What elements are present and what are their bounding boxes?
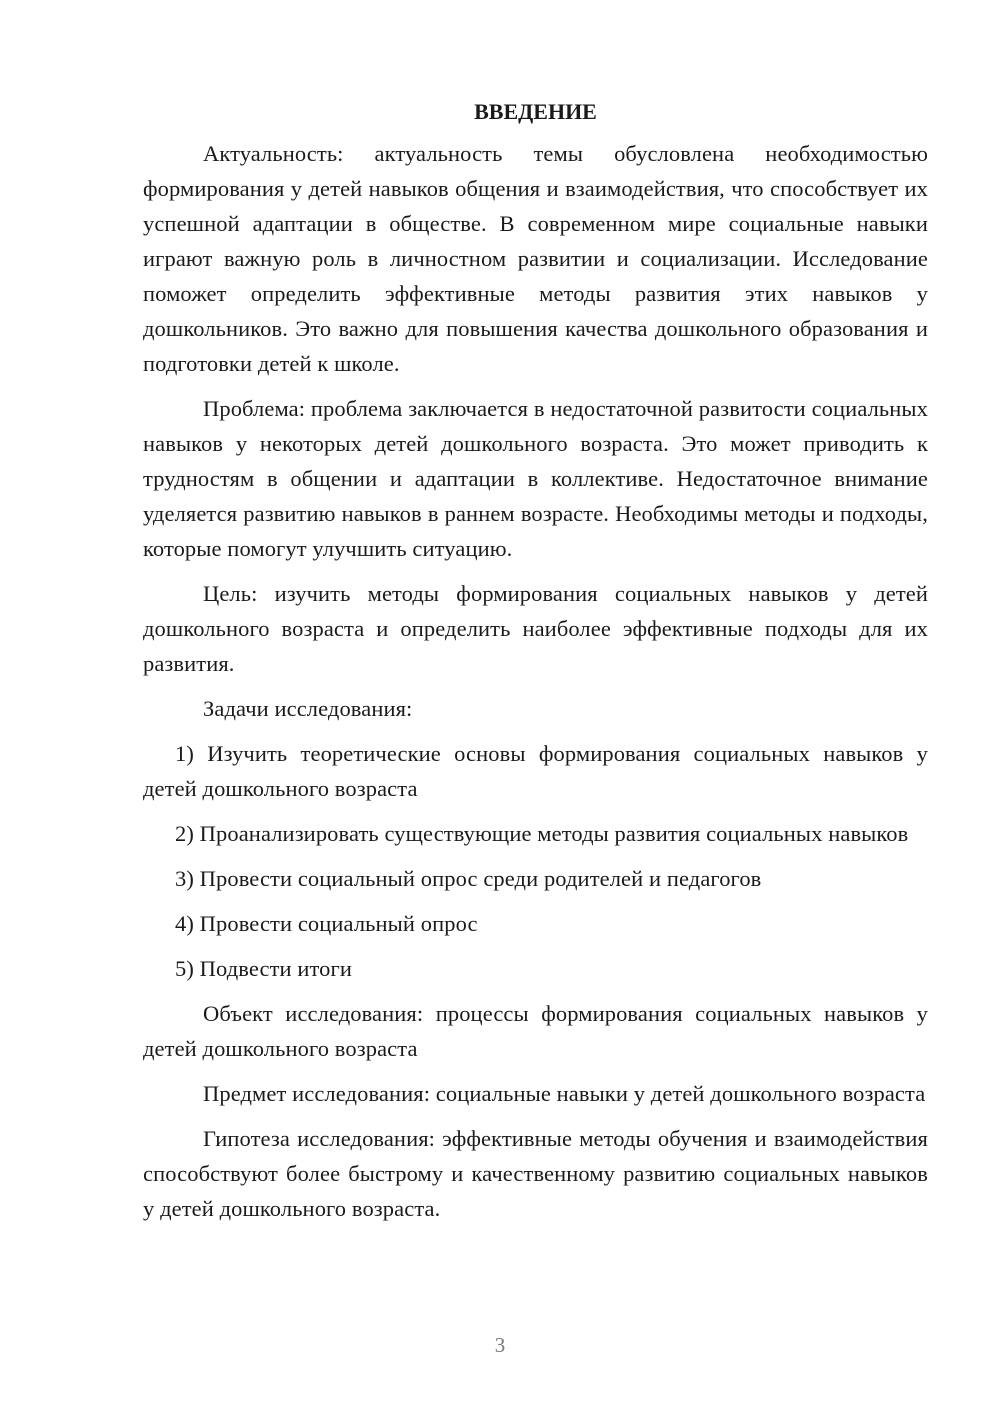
task-item-1: 1) Изучить теоретические основы формирования социальных навыков у детей дошкольного возраста — [143, 741, 928, 801]
tasks-heading: Задачи исследования: — [203, 696, 413, 721]
subject-paragraph: Предмет исследования: социальные навыки у детей дошкольного возраста — [203, 1081, 926, 1106]
page-number: 3 — [494, 1333, 506, 1357]
task-item-4: 4) Провести социальный опрос — [175, 911, 478, 936]
object-paragraph: Объект исследования: процессы формирования социальных навыков у детей дошкольного возраста — [143, 1001, 928, 1061]
document-page — [143, 94, 928, 1236]
task-item-3: 3) Провести социальный опрос среди родителей и педагогов — [175, 866, 762, 891]
problem-paragraph: Проблема: проблема заключается в недостаточной развитости социальных навыков у некоторых детей дошкольного возраста. Это может приводить к трудностям в общении и адаптации в коллективе. Недостаточное внимание уделяется развитию навыков в раннем возрасте. Необходимы методы и подходы, которые помогут улучшить ситуацию. — [143, 396, 928, 561]
task-item-5: 5) Подвести итоги — [175, 956, 352, 981]
hypothesis-paragraph: Гипотеза исследования: эффективные методы обучения и взаимодействия способствуют более быстрому и качественному развитию социальных навыков у детей дошкольного возраста. — [143, 1126, 928, 1221]
relevance-paragraph: Актуальность: актуальность темы обусловлена необходимостью формирования у детей навыков общения и взаимодействия, что способствует их успешной адаптации в обществе. В современном мире социальные навыки играют важную роль в личностном развитии и социализации. Исследование поможет определить эффективные методы развития этих навыков у дошкольников. Это важно для повышения качества дошкольного образования и подготовки детей к школе. — [143, 141, 928, 376]
task-item-2: 2) Проанализировать существующие методы развития социальных навыков — [175, 821, 909, 846]
section-heading: ВВЕДЕНИЕ — [474, 99, 597, 124]
goal-paragraph: Цель: изучить методы формирования социальных навыков у детей дошкольного возраста и определить наиболее эффективные подходы для их развития. — [143, 581, 928, 676]
